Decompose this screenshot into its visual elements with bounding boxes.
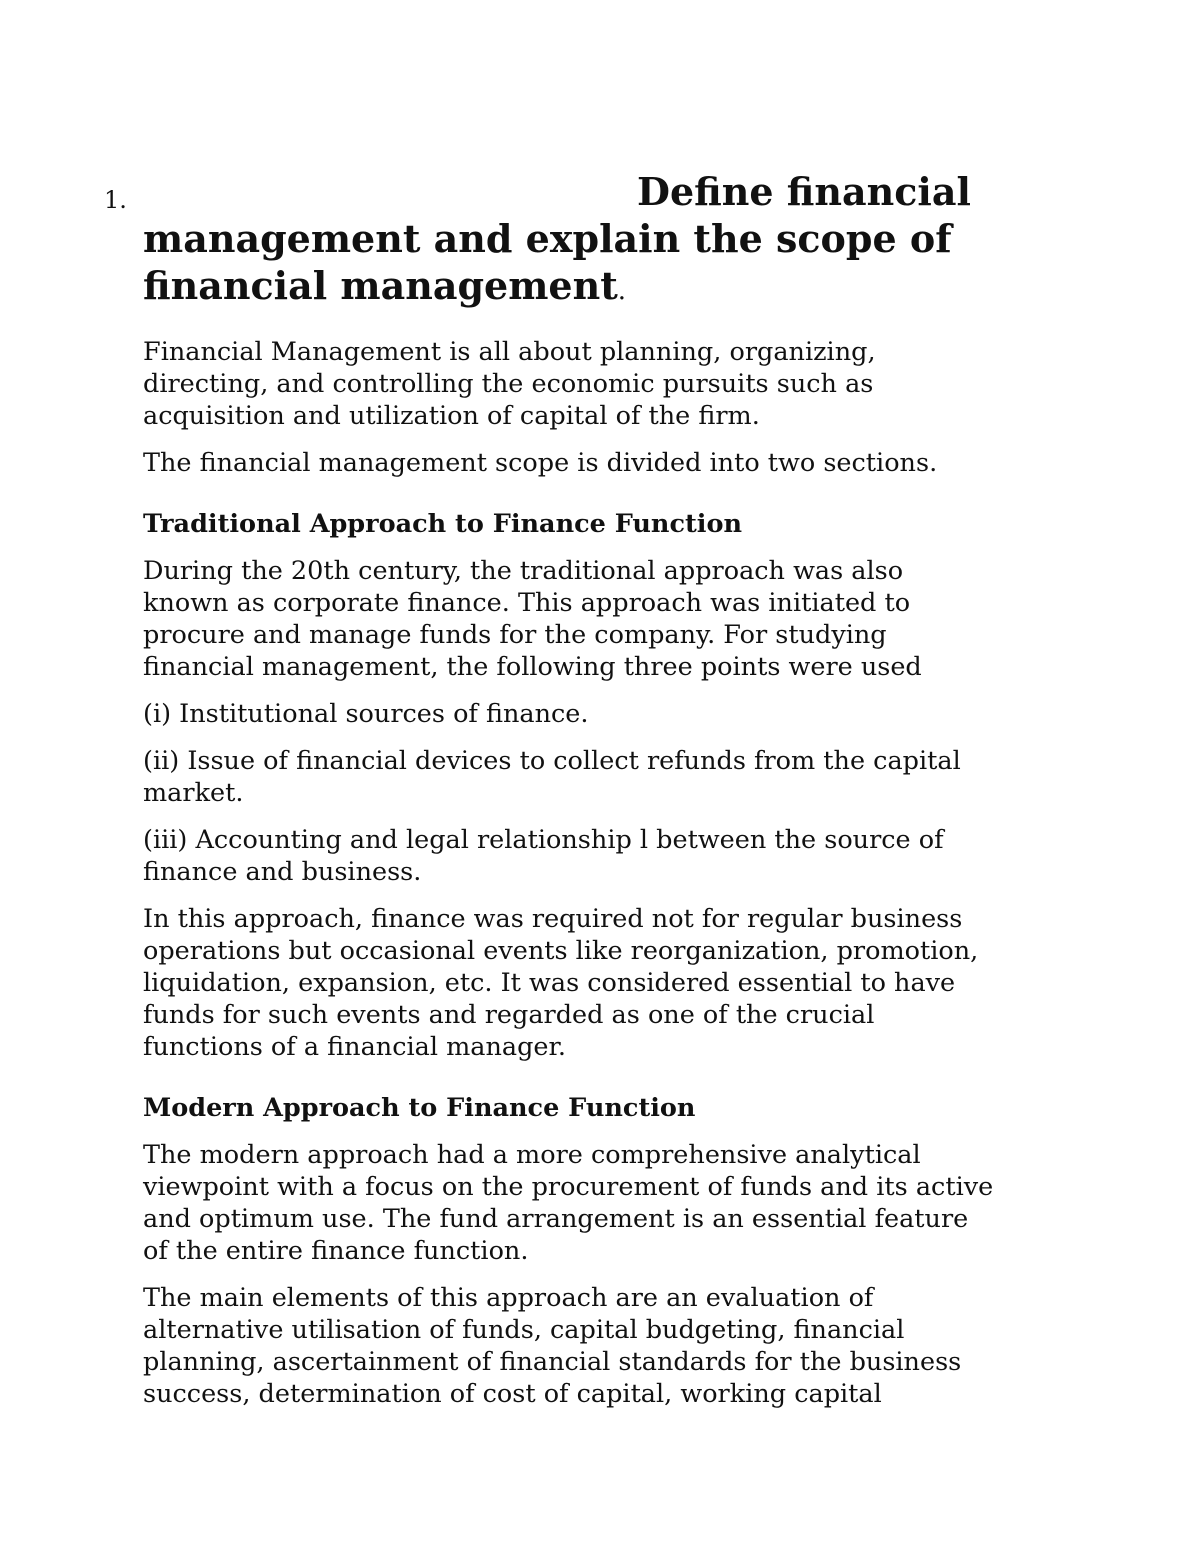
question-title-line-3-text: financial management (143, 263, 618, 308)
section-heading-traditional: Traditional Approach to Finance Function (143, 509, 743, 539)
section-heading-modern: Modern Approach to Finance Function (143, 1093, 696, 1123)
question-title-period: . (617, 276, 627, 306)
traditional-paragraph-1: During the 20th century, the traditional approach was also known as corporate finance. This approach was initiated to procure and manage funds for the company. For studying financial management, the following three points were used (143, 556, 922, 682)
traditional-point-ii: (ii) Issue of financial devices to collect refunds from the capital market. (143, 746, 961, 808)
question-number: 1. (104, 186, 127, 214)
question-title-line-1: Define financial (637, 169, 971, 214)
modern-paragraph-2: The main elements of this approach are an evaluation of alternative utilisation of funds, capital budgeting, financial planning, ascertainment of financial standards for the business success, determination of cost of capital, working capital (143, 1283, 962, 1409)
intro-paragraph-2: The financial management scope is divided into two sections. (143, 448, 938, 478)
intro-paragraph-1: Financial Management is all about planning, organizing, directing, and controlling the economic pursuits such as acquisition and utilization of capital of the firm. (143, 337, 876, 431)
question-title-line-3 (143, 262, 1003, 315)
answer-body (143, 336, 1073, 1425)
question-heading (104, 168, 1003, 315)
traditional-point-i: (i) Institutional sources of finance. (143, 699, 589, 729)
traditional-paragraph-2: In this approach, finance was required not for regular business operations but occasional events like reorganization, promotion, liquidation, expansion, etc. It was considered essential to have funds for such events and regarded as one of the crucial functions of a financial manager. (143, 904, 979, 1062)
traditional-point-iii: (iii) Accounting and legal relationship l between the source of finance and business. (143, 825, 944, 887)
modern-paragraph-1: The modern approach had a more comprehensive analytical viewpoint with a focus on the procurement of funds and its active and optimum use. The fund arrangement is an essential feature of the entire finance function. (143, 1140, 994, 1266)
question-title-line-2: management and explain the scope of (143, 216, 952, 261)
